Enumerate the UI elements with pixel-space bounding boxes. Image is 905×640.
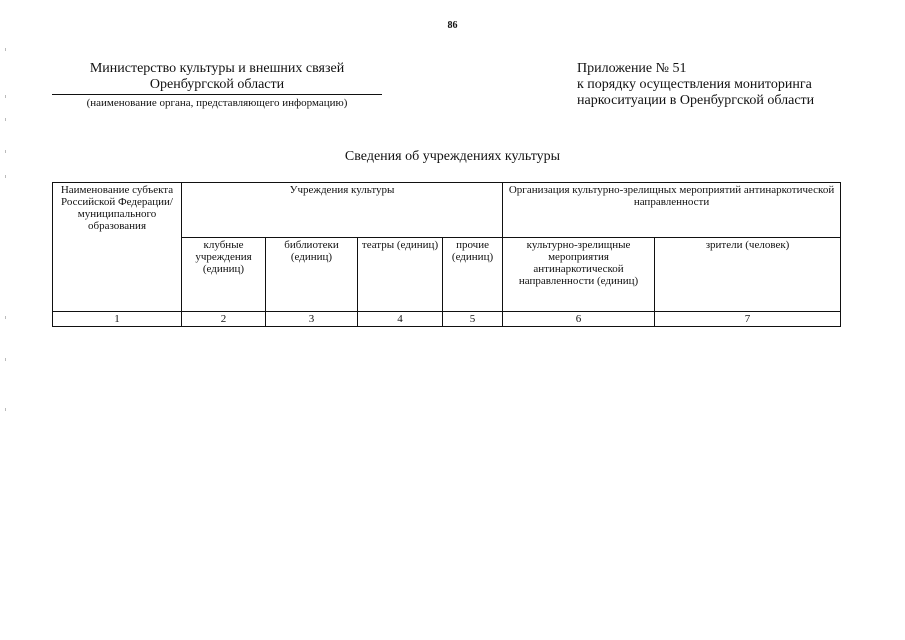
organization-name-line2: Оренбургской области bbox=[52, 77, 382, 95]
margin-marks bbox=[0, 0, 8, 640]
appendix-block bbox=[577, 61, 897, 109]
margin-mark bbox=[5, 408, 6, 411]
header-other: прочие (единиц) bbox=[443, 238, 503, 312]
appendix-line3: наркоситуации в Оренбургской области bbox=[577, 93, 815, 108]
header-culture-institutions: Учреждения культуры bbox=[182, 183, 503, 238]
header-libraries: библиотеки (единиц) bbox=[266, 238, 358, 312]
header-events-organization: Организация культурно-зрелищных мероприятий антинаркотической направленности bbox=[503, 183, 841, 238]
organization-name-line1: Министерство культуры и внешних связей bbox=[89, 61, 345, 76]
margin-mark bbox=[5, 358, 6, 361]
column-number: 7 bbox=[655, 312, 841, 327]
appendix-number: Приложение № 51 bbox=[577, 61, 687, 76]
margin-mark bbox=[5, 316, 6, 319]
margin-mark bbox=[5, 95, 6, 98]
column-number: 6 bbox=[503, 312, 655, 327]
header-subject: Наименование субъекта Российской Федерации/ муниципального образования bbox=[53, 183, 182, 312]
document-title: Сведения об учреждениях культуры bbox=[344, 149, 561, 164]
column-number: 1 bbox=[53, 312, 182, 327]
table-column-numbers-row bbox=[53, 312, 841, 327]
organization-caption: (наименование органа, представляющего информацию) bbox=[86, 97, 348, 109]
header-anti-drug-events: культурно-зрелищные мероприятия антинаркотической направленности (единиц) bbox=[503, 238, 655, 312]
appendix-line2: к порядку осуществления мониторинга bbox=[577, 77, 812, 92]
margin-mark bbox=[5, 175, 6, 178]
header-club-institutions: клубные учреждения (единиц) bbox=[182, 238, 266, 312]
column-number: 2 bbox=[182, 312, 266, 327]
column-number: 4 bbox=[358, 312, 443, 327]
margin-mark bbox=[5, 48, 6, 51]
column-number: 3 bbox=[266, 312, 358, 327]
page-number: 86 bbox=[447, 20, 458, 31]
header-theaters: театры (единиц) bbox=[358, 238, 443, 312]
table-header-row-1 bbox=[53, 183, 841, 238]
culture-institutions-table bbox=[52, 182, 841, 327]
margin-mark bbox=[5, 118, 6, 121]
organization-block bbox=[52, 61, 382, 110]
column-number: 5 bbox=[443, 312, 503, 327]
header-viewers: зрители (человек) bbox=[655, 238, 841, 312]
